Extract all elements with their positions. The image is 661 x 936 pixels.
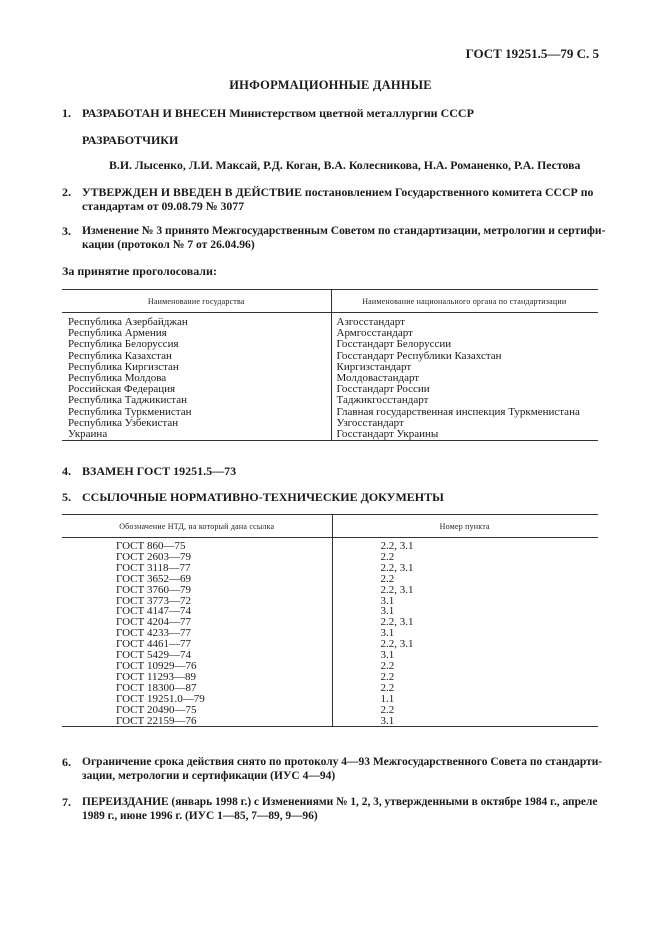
section-7-number: 7.: [62, 795, 71, 809]
clause-cell: 3.1: [332, 606, 598, 617]
body-cell: Азгосстандарт: [331, 313, 598, 329]
document-cell: ГОСТ 11293—89: [116, 670, 197, 683]
state-cell: Республика Молдова: [68, 372, 167, 385]
clause-cell: 3.1: [332, 596, 598, 607]
developers-list: В.И. Лысенко, Л.И. Максай, Р.Д. Коган, В.А. Колесникова, Н.А. Романенко, Р.А. Пестова: [109, 158, 581, 172]
document-cell: ГОСТ 4147—74: [116, 605, 191, 618]
document-cell: ГОСТ 4233—77: [116, 627, 191, 640]
table-row: [62, 716, 598, 727]
document-cell: ГОСТ 3760—79: [116, 583, 191, 596]
table-row: [62, 694, 598, 705]
column-header-clause: Номер пункта: [332, 515, 598, 538]
table-row: [62, 339, 598, 350]
document-cell: ГОСТ 18300—87: [116, 681, 197, 694]
clause-cell: 1.1: [332, 694, 598, 705]
document-cell: ГОСТ 860—75: [116, 540, 186, 552]
section-4-text: ВЗАМЕН ГОСТ 19251.5—73: [82, 464, 237, 478]
section-7-line1: ПЕРЕИЗДАНИЕ (январь 1998 г.) с Изменениями № 1, 2, 3, утвержденными в октябре 1984 г., апреле: [82, 796, 598, 808]
section-1-number: 1.: [62, 106, 71, 120]
table-header-row: [62, 290, 598, 313]
column-header-document: Обозначение НТД, на который дана ссылка: [62, 515, 332, 538]
document-cell: ГОСТ 3652—69: [116, 572, 191, 585]
body-cell: Узгосстандарт: [331, 418, 598, 429]
developers-label: РАЗРАБОТЧИКИ: [82, 133, 179, 147]
document-cell: ГОСТ 22159—76: [62, 716, 332, 727]
section-3-number: 3.: [62, 224, 71, 238]
table-header-row: [62, 515, 598, 538]
state-cell: Республика Таджикистан: [68, 394, 187, 407]
clause-cell: 2.2, 3.1: [332, 617, 598, 628]
state-cell: Республика Казахстан: [68, 349, 172, 362]
document-cell: ГОСТ 20490—75: [116, 703, 197, 716]
body-cell: Госстандарт Республики Казахстан: [331, 351, 598, 362]
table-row: [62, 574, 598, 585]
state-cell: Российская Федерация: [68, 383, 176, 396]
section-3-line2: кации (протокол № 7 от 26.04.96): [82, 238, 255, 251]
document-cell: ГОСТ 10929—76: [116, 659, 197, 672]
column-header-body: Наименование национального органа по стандартизации: [331, 290, 598, 313]
table-row: [62, 538, 598, 552]
state-cell: Республика Киргизстан: [68, 360, 179, 373]
table-row: [62, 585, 598, 596]
section-6-line1: Ограничение срока действия снято по протоколу 4—93 Межгосударственного Совета по стандарти-: [82, 756, 603, 768]
body-cell: Киргизстандарт: [331, 362, 598, 373]
section-5-text: ССЫЛОЧНЫЕ НОРМАТИВНО-ТЕХНИЧЕСКИЕ ДОКУМЕНТЫ: [82, 490, 444, 504]
clause-cell: 3.1: [332, 628, 598, 639]
section-7-line2: 1989 г., июне 1996 г. (ИУС 1—85, 7—89, 9—96): [82, 810, 318, 822]
section-1-text: РАЗРАБОТАН И ВНЕСЕН Министерством цветной металлургии СССР: [82, 106, 474, 120]
document-cell: ГОСТ 2603—79: [116, 550, 191, 563]
states-table: [62, 289, 598, 441]
clause-cell: 2.2, 3.1: [332, 585, 598, 596]
clause-cell: 2.2: [332, 705, 598, 716]
section-6-number: 6.: [62, 755, 71, 769]
section-2-number: 2.: [62, 185, 71, 199]
clause-cell: 2.2: [332, 672, 598, 683]
section-6-line2: зации, метрологии и сертификации (ИУС 4—94): [82, 770, 336, 782]
table-row: [62, 705, 598, 716]
clause-cell: 2.2, 3.1: [332, 639, 598, 650]
body-cell: Госстандарт России: [331, 384, 598, 395]
section-5-number: 5.: [62, 490, 71, 504]
document-cell: ГОСТ 3118—77: [116, 561, 191, 574]
document-cell: ГОСТ 4204—77: [116, 616, 191, 629]
document-cell: ГОСТ 5429—74: [116, 649, 191, 662]
clause-cell: 3.1: [332, 716, 598, 727]
table-row: [62, 418, 598, 429]
clause-cell: 2.2: [332, 683, 598, 694]
state-cell: Республика Азербайджан: [68, 316, 188, 328]
document-cell: ГОСТ 3773—72: [116, 594, 191, 607]
table-row: [62, 313, 598, 329]
state-cell: Республика Белоруссия: [68, 338, 179, 351]
clause-cell: 3.1: [332, 650, 598, 661]
clause-cell: 2.2, 3.1: [332, 538, 598, 552]
clause-cell: 2.2: [332, 661, 598, 672]
state-cell: Республика Армения: [68, 327, 167, 340]
clause-cell: 2.2, 3.1: [332, 563, 598, 574]
section-2-line1: УТВЕРЖДЕН И ВВЕДЕН В ДЕЙСТВИЕ постановлением Государственного комитета СССР по: [82, 185, 594, 199]
page-header: ГОСТ 19251.5—79 С. 5: [465, 46, 599, 61]
state-cell: Республика Туркменистан: [68, 405, 192, 418]
state-cell: Украина: [62, 429, 331, 441]
section-2-line2: стандартам от 09.08.79 № 3077: [82, 199, 245, 213]
body-cell: Главная государственная инспекция Туркменистана: [331, 407, 598, 418]
document-cell: ГОСТ 19251.0—79: [116, 692, 205, 705]
document-cell: ГОСТ 4461—77: [116, 638, 191, 651]
body-cell: Госстандарт Белоруссии: [331, 339, 598, 350]
clause-cell: 2.2: [332, 552, 598, 563]
references-table: [62, 514, 598, 727]
body-cell: Госстандарт Украины: [331, 429, 598, 441]
table-row: [62, 429, 598, 441]
body-cell: Армгосстандарт: [331, 328, 598, 339]
column-header-state: Наименование государства: [62, 290, 331, 313]
section-3-line1: Изменение № 3 принято Межгосударственным Советом по стандартизации, метрологии и сертифи-: [82, 224, 606, 237]
page-title: ИНФОРМАЦИОННЫЕ ДАННЫЕ: [229, 78, 432, 92]
clause-cell: 2.2: [332, 574, 598, 585]
body-cell: Молдовастандарт: [331, 373, 598, 384]
state-cell: Республика Узбекистан: [68, 416, 179, 429]
voted-label: За принятие проголосовали:: [62, 264, 217, 278]
body-cell: Таджикгосстандарт: [331, 395, 598, 406]
table-row: [62, 395, 598, 406]
section-4-number: 4.: [62, 464, 71, 478]
